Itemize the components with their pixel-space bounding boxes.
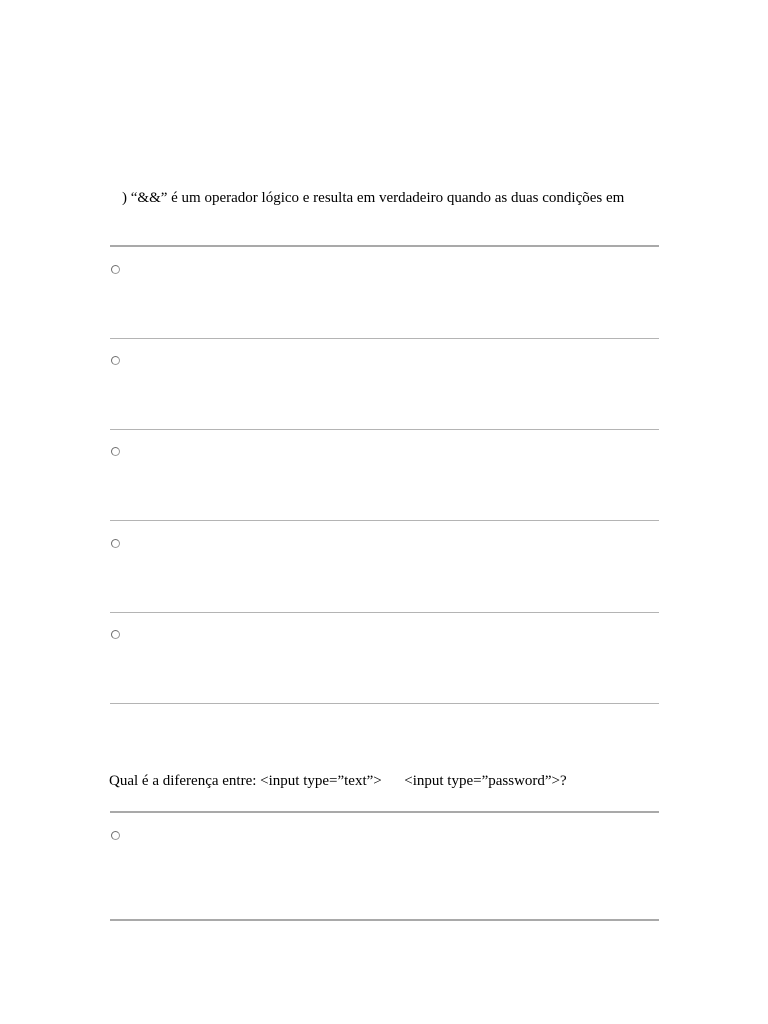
question-1-option-2-radio[interactable] (111, 356, 120, 365)
question-1-option-3-divider (110, 520, 659, 521)
question-1-top-rule (110, 245, 659, 247)
question-1-option-4-radio[interactable] (111, 539, 120, 548)
question-2-option-1-radio[interactable] (111, 831, 120, 840)
question-1-option-5-radio[interactable] (111, 630, 120, 639)
question-1-option-1-radio[interactable] (111, 265, 120, 274)
question-1-option-3-radio[interactable] (111, 447, 120, 456)
question-1-option-2-divider (110, 429, 659, 430)
question-2-text: Qual é a diferença entre: <input type=”text”> <input type=”password”>? (109, 773, 567, 789)
question-1-option-1-divider (110, 338, 659, 339)
question-1-option-5-divider (110, 703, 659, 704)
question-1-text: ) “&&” é um operador lógico e resulta em verdadeiro quando as duas condições em (122, 190, 625, 206)
question-2-bottom-rule (110, 919, 659, 921)
question-2-top-rule (110, 811, 659, 813)
question-1-option-4-divider (110, 612, 659, 613)
